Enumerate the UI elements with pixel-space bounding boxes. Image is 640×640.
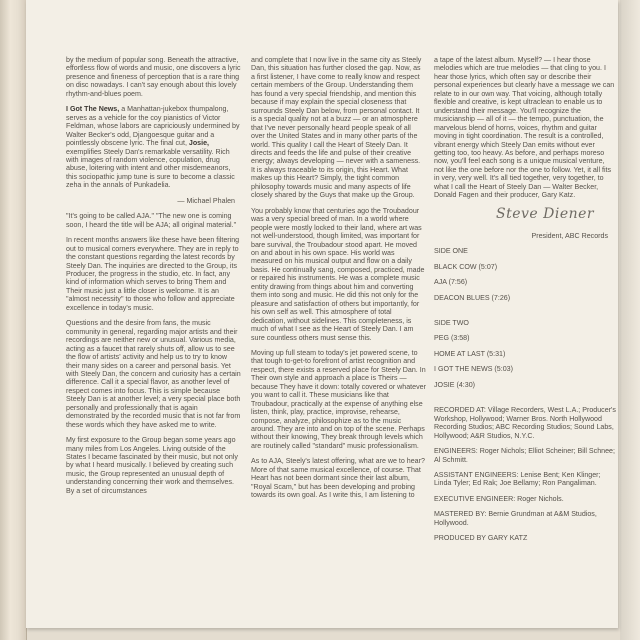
- paragraph: In recent months answers like these have been filtering out to musical corners everywhere. They are in reply to the constant questions regarding the latest records by Steely Dan. The inquiries are directed to the Group, its Producer, the progress in the studio, etc. In fact, any kind of information which serves to bring Them and Their music just a little closer is welcome. It is an "almost necessity" to those who follow and appreciate excellence in today's music.: [66, 236, 240, 312]
- track-listing-item: BLACK COW (5:07): [434, 262, 498, 271]
- track-listing-item: PEG (3:58): [434, 334, 470, 343]
- paragraph: You probably know that centuries ago the Troubadour was a very special breed of man. In a world where people were mostly locked to their land, where art was not well-understood, though limited, was important for bare survival, the Troubadour stood apart. He moved on and about in his own space. His world was measured on his musical output and flow on a daily basis. He continually sang, composed, practiced, made or repaired his instruments. He was a complete music entity drawing from things about him and converting them into song and music. He did this not only for the pleasure and satisfaction of others but importantly, for his own self as well. This atmosphere of total dedication, without sidelines. This completeness, is much of what I see as the Heart of Steely Dan. I am sure countless others must sense this.: [251, 206, 425, 342]
- engineer-credits: ENGINEERS: Roger Nichols; Elliot Scheiner; Bill Schnee; Al Schmitt.: [434, 447, 615, 464]
- handwritten-signature: Steve Diener: [496, 205, 595, 222]
- paragraph-text: exemplifies Steely Dan's remarkable versatility. Rich with images of random violence, copulation, drug abuse, loitering with intent and other misdemeanors, this sociopathic jump tune is sure to become a classic zeha in the annals of Punkadelia.: [66, 147, 235, 190]
- side-one-title: SIDE ONE: [434, 247, 468, 256]
- mastering-credit: MASTERED BY: Bernie Grundman at A&M Studios, Hollywood.: [434, 510, 597, 527]
- producer-credit: PRODUCED BY GARY KATZ: [434, 534, 528, 543]
- assistant-engineer-credits: ASSISTANT ENGINEERS: Lenise Bent; Ken Klinger; Linda Tyler; Ed Rak; Joe Bellamy; Ron Pangaliman.: [434, 470, 601, 488]
- executive-engineer-credit: EXECUTIVE ENGINEER: Roger Nichols.: [434, 494, 564, 503]
- paragraph-text: a Manhattan-jukebox thumpalong, serves as a vehicle for the coy pianistics of Victor Feldman, whose labors are capriciously undermined by Walter Becker's odd, Djangoesque guitar and a pointlessly obscene lyric. The final cut,: [66, 105, 240, 148]
- track-listing-item: JOSIE (4:30): [434, 380, 476, 389]
- song-title: I Got The News,: [66, 105, 120, 114]
- side-two-title: SIDE TWO: [434, 318, 469, 327]
- paragraph: [66, 105, 241, 190]
- liner-notes-column-3: [434, 56, 616, 550]
- track-listing-item: AJA (7:56): [434, 278, 468, 287]
- liner-notes-column-2: [251, 56, 426, 507]
- signatory-title: President, ABC Records: [531, 231, 608, 240]
- album-gatefold-spine: [0, 0, 27, 640]
- paragraph: "It's going to be called AJA." "The new one is coming soon, I heard the title will be AJA; all original material.": [66, 212, 237, 229]
- author-attribution: — Michael Phalen: [177, 196, 235, 205]
- track-listing-item: I GOT THE NEWS (5:03): [434, 365, 513, 374]
- paragraph: As to AJA, Steely's latest offering, what are we to hear? More of that same musical excellence, of course. That Heart has not been dormant since their last album, "Royal Scam," but has been developing and probing towards its own goal. As I write this, I am listening to: [251, 457, 425, 500]
- liner-notes-column-1: [66, 56, 241, 502]
- paragraph: My first exposure to the Group began some years ago many miles from Los Angeles. Living outside of the States I became fascinated by their music, but not only by what I heard musically. I believed by creating such music, the Group represented an unusual depth of understanding concerning their work and themselves. By a set of circumstances: [66, 436, 238, 495]
- album-inner-sleeve: [26, 0, 618, 628]
- track-listing-item: HOME AT LAST (5:31): [434, 349, 506, 358]
- song-title: Josie,: [188, 139, 210, 148]
- paragraph: by the medium of popular song. Beneath the attractive, effortless flow of words and music, one discovers a lyric presence and fineness of perception that is a rare thing on disc nowadays. I can't say enough about this lovely rhythm-and-blues poem.: [66, 56, 241, 98]
- recording-credits: RECORDED AT: Village Recorders, West L.A.; Producer's Workshop, Hollywood; Warner Bros. North Hollywood Recording Studios; ABC Recording Studios; Sound Labs, Hollywood; A&R Studios, N.Y.C.: [434, 406, 616, 440]
- paragraph: Questions and the desire from fans, the music community in general, regarding major artists and their recordings are neither new or unusual. Various media, acting as a faucet that rarely shuts off, allow us to see the flow of artists' activity and help us to try to know their many sides on a career and personal basis. Yet with Steely Dan, the concern and curiosity has a certain difference. Call it a special flavor, as another level of respect comes into focus. This is simple because Steely Dan is at another level; a very special place both personally and professionally that is again demonstrated by the recorded music that is not far from these words which they have asked me to write.: [66, 319, 241, 429]
- track-listing-item: DEACON BLUES (7:26): [434, 293, 511, 302]
- backdrop: [620, 0, 640, 640]
- paragraph: a tape of the latest album. Myself? — I hear those melodies which are true melodies — that cling to you. I hear those lyrics, which often say or describe their personal experiences but clearly have a message we can relate to in our own way. That voicing, although totally flexible and creative, is kept ultraclean to enable us to understand their message. You'll recognize the musicianship — all of it — the tempo, punctuation, the marvelous blend of horns, voices, rhythm and guitar moving in tight coordination. The result is a controlled, vibrant energy which Steely Dan emits without ever getting too, too heavy. As before, and perhaps moreso now, you'll feel each song is a unique musical venture, not like the one before nor the one to follow. Yet, it all fits in very, very well. It's all tied together, very together, to what I call the Heart of Steely Dan — Walter Becker, Donald Fagen and their producer, Gary Katz.: [434, 56, 615, 200]
- paragraph: Moving up full steam to today's jet powered scene, to that tough to-get-to forefront of artist recognition and respect, there exists a reserved place for Steely Dan. In Their own style and approach a place is Theirs — because They have it down: totally covered or whatever you want to call it. These musicians like that Troubadour, practically at the expense of anything else listen, think, play, practice, improvise, rehearse, compose, analyze, philosophize as to the music around. They are into and on top of the scene. Perhaps without their knowing, They break through levels which are routinely called "standard" music professionalism.: [251, 348, 426, 450]
- paragraph: and complete that I now live in the same city as Steely Dan, this situation has further closed the gap. Now, as a first listener, I have come to really know and respect certain members of the Group. Understanding them has found a very special friendship, and mention this because if may explain the special closeness that surrounds Steely Dan below, from personal contact. It is a special quality not at a buzz — or an atmosphere that I've never personally heard people speak of all over the United States and in many other parts of the world. This quality I call the Heart of Steely Dan. It directs and feeds the life and pulse of their creative energy; always developing — never with a sameness. It is always traceable to its origin, this Heart. What makes up this Heart? Simply, the tight common philosophy towards music and many aspects of life closely shared by the Guys that make up the Group.: [251, 56, 422, 200]
